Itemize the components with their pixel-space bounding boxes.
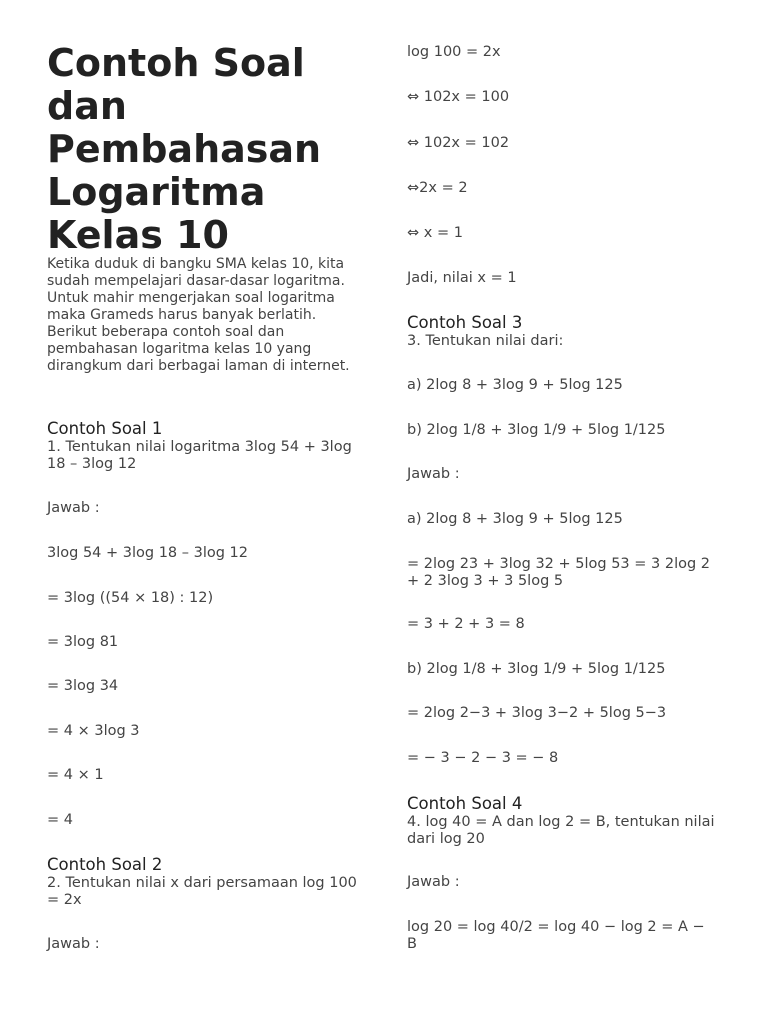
soal-1-step: = 3log ((54 × 18) : 12) [47, 590, 214, 606]
soal-1-step: = 4 × 1 [47, 767, 104, 783]
soal-3-part-b: b) 2log 1/8 + 3log 1/9 + 5log 1/125 [407, 422, 666, 438]
soal-3-step: a) 2log 8 + 3log 9 + 5log 125 [407, 511, 623, 527]
soal-4-heading: Contoh Soal 4 [407, 794, 523, 813]
soal-2-question: 2. Tentukan nilai x dari persamaan log 100 = 2x [47, 875, 357, 908]
soal-3-answer-label: Jawab : [407, 466, 460, 482]
soal-1-question: 1. Tentukan nilai logaritma 3log 54 + 3log 18 – 3log 12 [47, 439, 352, 472]
soal-4-answer-label: Jawab : [407, 874, 460, 890]
soal-1-step: = 4 × 3log 3 [47, 723, 140, 739]
soal-2-answer-label: Jawab : [47, 936, 100, 952]
soal-2-step: ⇔ 102x = 102 [407, 135, 510, 151]
soal-1-step: = 3log 81 [47, 634, 119, 650]
soal-3-step: = 2log 2−3 + 3log 3−2 + 5log 5−3 [407, 705, 667, 721]
soal-2-conclusion: Jadi, nilai x = 1 [407, 270, 517, 286]
soal-3-heading: Contoh Soal 3 [407, 313, 523, 332]
soal-2-step: ⇔ x = 1 [407, 225, 463, 241]
soal-1-heading: Contoh Soal 1 [47, 419, 163, 438]
page-title: Contoh Soal dan Pembahasan Logaritma Kelas 10 [47, 41, 322, 257]
soal-2-step: ⇔ 102x = 100 [407, 89, 510, 105]
soal-1-step: 3log 54 + 3log 18 – 3log 12 [47, 545, 249, 561]
soal-3-step: = − 3 − 2 − 3 = − 8 [407, 750, 559, 766]
soal-3-part-a: a) 2log 8 + 3log 9 + 5log 125 [407, 377, 623, 393]
soal-4-step: log 20 = log 40/2 = log 40 − log 2 = A − B [407, 919, 705, 952]
soal-1-step: = 4 [47, 812, 73, 828]
soal-4-question: 4. log 40 = A dan log 2 = B, tentukan nilai dari log 20 [407, 814, 715, 847]
soal-3-step: = 2log 23 + 3log 32 + 5log 53 = 3 2log 2 + 2 3log 3 + 3 5log 5 [407, 556, 711, 589]
soal-1-step: = 3log 34 [47, 678, 119, 694]
soal-1-answer-label: Jawab : [47, 500, 100, 516]
soal-3-step: b) 2log 1/8 + 3log 1/9 + 5log 1/125 [407, 661, 666, 677]
intro-paragraph: Ketika duduk di bangku SMA kelas 10, kita sudah mempelajari dasar-dasar logaritma. Untuk mahir mengerjakan soal logaritma maka Grameds harus banyak berlatih. Berikut beberapa contoh soal dan pembahasan logaritma kelas 10 yang dirangkum dari berbagai laman di internet. [47, 256, 350, 374]
soal-3-question: 3. Tentukan nilai dari: [407, 333, 564, 349]
soal-2-step: ⇔2x = 2 [407, 180, 468, 196]
soal-3-step: = 3 + 2 + 3 = 8 [407, 616, 525, 632]
soal-2-step: log 100 = 2x [407, 44, 501, 60]
soal-2-heading: Contoh Soal 2 [47, 855, 163, 874]
